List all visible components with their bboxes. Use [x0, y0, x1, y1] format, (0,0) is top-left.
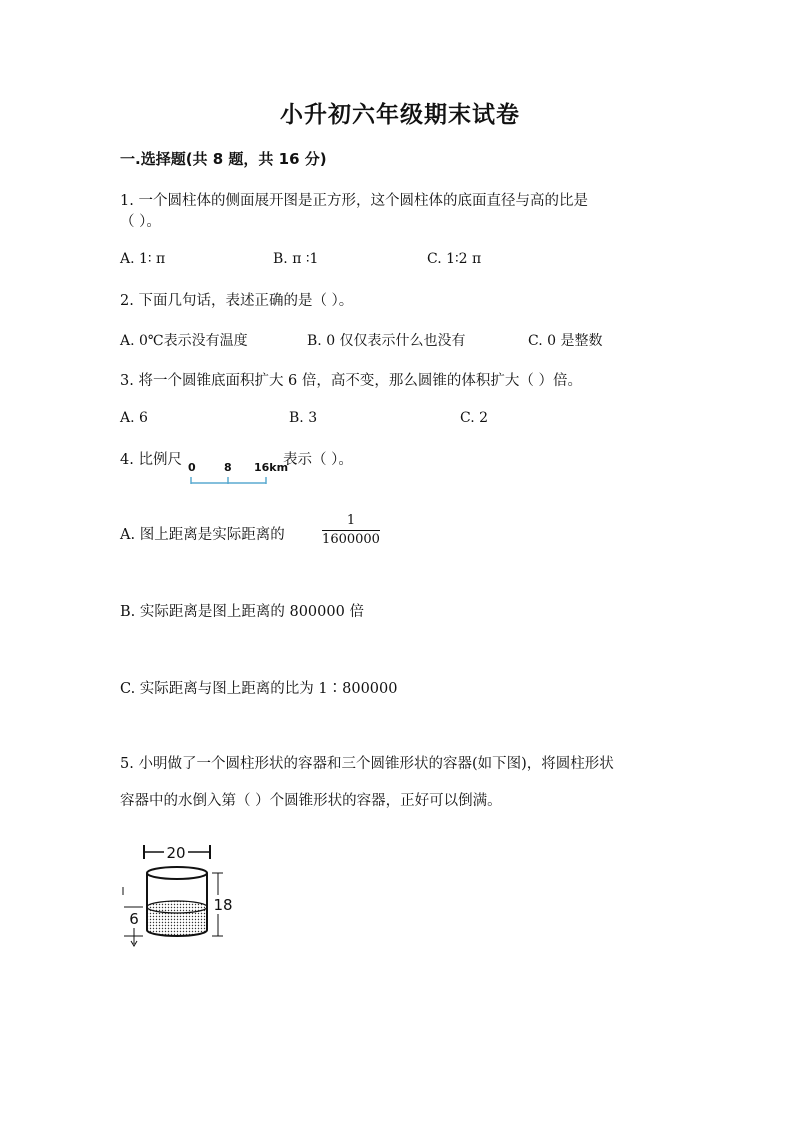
- question-2-option-b: B. 0 仅仅表示什么也没有: [307, 333, 466, 349]
- fraction-numerator: 1: [346, 513, 356, 528]
- question-3-option-b: B. 3: [289, 410, 318, 426]
- question-2-option-a: A. 0℃表示没有温度: [120, 333, 248, 349]
- question-4-option-b: B. 实际距离是图上距离的 800000 倍: [120, 604, 364, 620]
- question-3-option-a: A. 6: [120, 410, 148, 426]
- question-1-option-a: A. 1∶ π: [120, 251, 166, 267]
- question-5-text-2: 容器中的水倒入第（ ）个圆锥形状的容器，正好可以倒满。: [120, 793, 502, 809]
- question-5-text: 5. 小明做了一个圆柱形状的容器和三个圆锥形状的容器(如下图)，将圆柱形状: [120, 756, 614, 772]
- scale-label-0: 0: [188, 461, 196, 474]
- question-2-text: 2. 下面几句话，表述正确的是（ ）。: [120, 293, 354, 309]
- fraction-denominator: 1600000: [322, 532, 380, 547]
- cylinder-figure: [122, 840, 242, 950]
- question-4-option-c: C. 实际距离与图上距离的比为 1∶800000: [120, 681, 398, 697]
- water-height-label: 6: [129, 910, 139, 928]
- question-1-option-b: B. π ∶1: [273, 251, 319, 267]
- scale-label-8: 8: [224, 461, 232, 474]
- question-4-option-a: A. 图上距离是实际距离的: [120, 527, 285, 543]
- fraction-bar: [322, 530, 380, 531]
- scale-label-16km: 16km: [254, 461, 289, 474]
- question-3-option-c: C. 2: [460, 410, 489, 426]
- fraction: [322, 513, 380, 548]
- scale-bar-figure: [186, 458, 289, 488]
- diameter-label: 20: [166, 844, 186, 862]
- question-2-option-c: C. 0 是整数: [528, 333, 603, 349]
- page-title: 小升初六年级期末试卷: [280, 101, 520, 128]
- question-1-text: 1. 一个圆柱体的侧面展开图是正方形，这个圆柱体的底面直径与高的比是: [120, 193, 588, 209]
- question-1-option-c: C. 1∶2 π: [427, 251, 482, 267]
- question-1-blank: （ ）。: [120, 214, 161, 230]
- question-4-suffix: 表示（ ）。: [283, 452, 353, 468]
- question-4-prefix: 4. 比例尺: [120, 452, 182, 468]
- section-heading: 一.选择题(共 8 题，共 16 分): [120, 150, 327, 168]
- height-label: 18: [213, 896, 233, 914]
- question-3-text: 3. 将一个圆锥底面积扩大 6 倍，高不变，那么圆锥的体积扩大（ ）倍。: [120, 373, 582, 389]
